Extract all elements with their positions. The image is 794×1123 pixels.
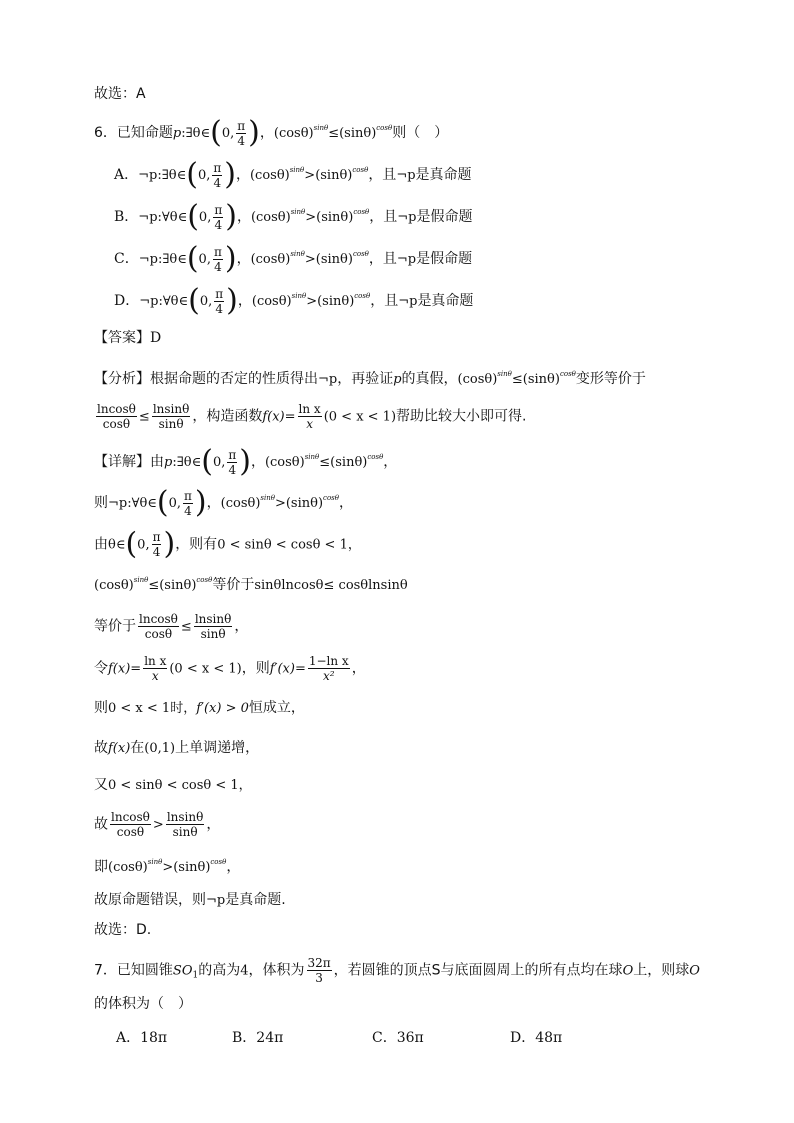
numerator: lncosθ — [111, 810, 150, 824]
gt-sign: > — [304, 252, 316, 267]
exponent: cosθ — [210, 858, 227, 866]
sin-base: (sinθ) — [339, 126, 377, 141]
option-label: A． — [114, 167, 139, 183]
cos-base: (cosθ) — [94, 578, 134, 593]
domain-range: (0 < x < 1) — [323, 409, 397, 425]
zero: 0, — [198, 210, 212, 225]
quantifier: :∃θ∈ — [157, 168, 187, 183]
fraction-lnsin — [194, 612, 233, 641]
text: 在 — [130, 740, 145, 756]
denominator: cosθ — [116, 825, 145, 839]
equivalent-expr: sinθlncosθ≤ cosθlnsinθ — [254, 578, 408, 593]
text: 等价于 — [94, 618, 136, 635]
question-6-stem — [94, 115, 449, 150]
analysis-tag: 【分析】 — [94, 371, 150, 387]
sin-base: (sinθ) — [316, 210, 354, 225]
bracket-close: ) — [163, 526, 176, 562]
and-text: ，且 — [369, 209, 398, 225]
and-text: ，且 — [368, 251, 397, 267]
exponent: sinθ — [313, 124, 329, 132]
exists-cond: :∃θ∈ — [181, 126, 211, 141]
le-sign: ≤ — [328, 126, 340, 141]
denominator: 4 — [152, 545, 161, 559]
verdict: 是假命题 — [416, 251, 473, 267]
numerator: π — [215, 286, 224, 301]
interval: (0,1) — [144, 741, 176, 756]
and-text: ，且 — [370, 293, 399, 309]
neg-p: ¬p — [318, 372, 338, 387]
denominator: 4 — [237, 133, 246, 148]
numerator: π — [213, 244, 222, 259]
numerator: 32π — [307, 956, 331, 970]
exponent: sinθ — [291, 292, 307, 300]
neg-p: ¬p — [396, 252, 417, 267]
text: 故 — [94, 816, 108, 833]
neg-p: ¬p — [396, 168, 416, 183]
subscript: 1 — [192, 970, 199, 981]
numerator: π — [237, 118, 246, 133]
sin-base: (sinθ) — [173, 860, 211, 875]
sin-base: (sinθ) — [317, 294, 355, 309]
cos-base: (cosθ) — [264, 455, 305, 470]
exponent: cosθ — [354, 292, 371, 300]
option-b — [114, 199, 473, 234]
analysis-line-1 — [94, 364, 646, 390]
numerator: π — [184, 488, 192, 503]
exponent: sinθ — [497, 370, 512, 378]
previous-answer: 故选：A — [94, 86, 146, 102]
verdict: 是真命题 — [417, 293, 474, 309]
neg-p: ¬p — [397, 210, 417, 225]
fraction-lncos — [110, 810, 151, 839]
text: 变形等价于 — [575, 371, 646, 387]
text: 又 — [94, 777, 108, 793]
denominator: cosθ — [102, 417, 131, 431]
bracket-close: ) — [225, 199, 237, 234]
option-d — [114, 283, 474, 318]
comma: ， — [250, 454, 265, 470]
bracket-open: ( — [186, 241, 199, 276]
zero: 0, — [212, 455, 226, 470]
exponent: cosθ — [376, 124, 393, 132]
detail-line-9 — [94, 775, 252, 796]
zero: 0, — [198, 252, 211, 267]
gt-sign: > — [305, 210, 317, 225]
exponent: cosθ — [353, 208, 370, 216]
bracket-close: ) — [194, 485, 207, 520]
exponent: cosθ — [367, 453, 384, 461]
comma: ， — [234, 618, 249, 635]
detail-line-4 — [94, 570, 408, 596]
denominator: 4 — [215, 301, 224, 316]
sphere-o: O — [622, 963, 634, 979]
text: 由 — [150, 454, 164, 470]
analysis-line-2 — [94, 402, 526, 431]
fraction-lnsin — [166, 810, 205, 839]
and-text: ，且 — [368, 167, 397, 183]
exponent: sinθ — [290, 250, 305, 258]
comma: ， — [206, 495, 221, 511]
bracket-open: ( — [156, 485, 169, 520]
text: 是真命题. — [225, 892, 286, 908]
zero: 0, — [221, 126, 235, 141]
cos-base: (cosθ) — [220, 496, 261, 511]
detail-line-2 — [94, 485, 353, 520]
denominator: x² — [322, 669, 335, 683]
question-7-number: 7．已知圆锥 — [94, 962, 173, 979]
sin-base: (sinθ) — [159, 578, 197, 593]
bracket-open: ( — [186, 157, 198, 192]
denominator: x — [151, 669, 159, 683]
text: 故原命题错误，则 — [94, 892, 206, 908]
option-a — [114, 157, 472, 192]
detail-line-1 — [94, 444, 398, 479]
denominator: sinθ — [158, 417, 184, 431]
condition: 0 < x < 1时， — [108, 701, 197, 716]
text: ，构造函数 — [192, 408, 263, 425]
gt-sign: > — [162, 860, 174, 875]
le-sign: ≤ — [138, 409, 150, 425]
comma: ， — [338, 495, 353, 511]
le-sign: ≤ — [180, 619, 192, 635]
bracket-close: ) — [248, 115, 260, 150]
bracket-open: ( — [201, 444, 213, 479]
text: ，再验证 — [337, 371, 394, 387]
exponent: sinθ — [304, 453, 320, 461]
gt-sign: > — [274, 496, 286, 511]
numerator: π — [214, 202, 223, 217]
domain-range: (0 < x < 1) — [169, 661, 242, 677]
function-f: f(x) — [108, 661, 131, 677]
comma: ， — [226, 859, 241, 875]
denominator: cosθ — [144, 627, 173, 641]
equals: = — [284, 409, 296, 425]
inequality: 0 < sinθ < cosθ < 1， — [217, 537, 361, 553]
verdict: 是真命题 — [415, 167, 472, 183]
equals: = — [294, 661, 306, 677]
pi-over-4 — [213, 203, 223, 232]
comma: ， — [236, 209, 251, 225]
exponent: sinθ — [290, 208, 306, 216]
cos-base: (cosθ) — [457, 372, 498, 387]
bracket-close: ) — [239, 444, 251, 479]
text: ，体积为 — [248, 962, 305, 979]
gt-sign: > — [304, 168, 316, 183]
exponent: sinθ — [147, 858, 163, 866]
then-blank: 则（ ） — [392, 125, 449, 141]
neg-p: ¬p — [138, 252, 158, 267]
bracket-open: ( — [125, 526, 138, 562]
answer-line — [94, 328, 161, 348]
exponent: cosθ — [559, 370, 576, 378]
prop-p: p — [172, 126, 182, 141]
fraction-lncos — [96, 402, 137, 431]
height-value: 4 — [240, 963, 249, 979]
pi-over-4 — [236, 119, 246, 148]
text: 则 — [94, 700, 108, 716]
comma: ， — [206, 816, 221, 833]
volume-fraction — [307, 956, 332, 985]
numerator: ln x — [298, 402, 321, 416]
text: 帮助比较大小即可得. — [396, 408, 527, 425]
denominator: 4 — [184, 503, 192, 518]
exponent: sinθ — [133, 576, 149, 584]
text: 的高为 — [198, 962, 241, 979]
sin-base: (sinθ) — [522, 372, 560, 387]
detail-tag: 【详解】 — [94, 454, 150, 470]
derivative-positive: f′(x) > 0 — [196, 701, 249, 716]
bracket-open: ( — [187, 199, 199, 234]
text: 则 — [94, 495, 108, 511]
denominator: sinθ — [200, 627, 226, 641]
denominator: sinθ — [172, 825, 198, 839]
answer-tag: 【答案】 — [94, 330, 150, 346]
exponent: cosθ — [352, 166, 369, 174]
neg-p: ¬p — [138, 210, 158, 225]
pi-over-4 — [227, 448, 237, 477]
sin-base: (sinθ) — [315, 168, 353, 183]
question-7-stem-cont: 的体积为（ ） — [94, 996, 192, 1012]
exponent: sinθ — [260, 494, 275, 502]
comma: ， — [237, 293, 252, 309]
comma: ， — [383, 454, 398, 470]
quantifier: :∀θ∈ — [158, 294, 189, 309]
pi-over-4 — [214, 287, 224, 316]
answer-value: D — [150, 330, 162, 346]
verdict: 是假命题 — [416, 209, 473, 225]
text: ，若圆锥的顶点S与底面圆周上的所有点均在球 — [333, 962, 623, 979]
denominator: 4 — [213, 175, 222, 190]
question-7-stem — [94, 956, 700, 986]
numerator: lnsinθ — [166, 810, 204, 824]
option-label: C． — [114, 251, 139, 267]
option-label: B． — [114, 209, 139, 225]
numerator: 1−ln x — [308, 654, 349, 668]
detail-line-8 — [94, 738, 259, 759]
fraction-lncos — [138, 612, 179, 641]
gt-sign: > — [306, 294, 318, 309]
text: 上，则球 — [633, 962, 690, 979]
bracket-close: ) — [226, 283, 238, 318]
numerator: π — [213, 160, 222, 175]
text: 恒成立， — [248, 700, 305, 716]
sin-base: (sinθ) — [285, 496, 324, 511]
text: 故 — [94, 740, 108, 756]
bracket-close: ) — [224, 241, 237, 276]
quantifier: :∀θ∈ — [157, 210, 188, 225]
detail-line-11 — [94, 852, 240, 878]
zero: 0, — [199, 294, 213, 309]
exponent: cosθ — [196, 576, 213, 584]
q7-option-b: B．24π — [232, 1030, 284, 1046]
denominator: 3 — [315, 971, 323, 985]
detail-line-3 — [94, 526, 361, 562]
cos-base: (cosθ) — [249, 168, 290, 183]
text: 上单调递增， — [175, 740, 260, 756]
bracket-open: ( — [188, 283, 200, 318]
quantifier: :∀θ∈ — [127, 496, 157, 511]
text: 的真假， — [401, 371, 458, 387]
denominator: 4 — [214, 217, 223, 232]
sin-base: (sinθ) — [330, 455, 368, 470]
q7-option-c: C．36π — [372, 1030, 424, 1046]
neg-p: ¬p — [108, 496, 128, 511]
pi-over-4 — [152, 530, 162, 559]
prop-p: p — [164, 455, 173, 470]
text: 令 — [94, 660, 108, 677]
neg-p: ¬p — [206, 893, 226, 908]
comma: ， — [236, 251, 251, 267]
inequality: 0 < sinθ < cosθ < 1， — [108, 778, 252, 793]
fraction-lnsin — [152, 402, 191, 431]
numerator: lnsinθ — [194, 612, 232, 626]
le-sign: ≤ — [511, 372, 523, 387]
numerator: ln x — [144, 654, 167, 668]
comma: ， — [351, 660, 366, 677]
text: ，则有 — [175, 536, 218, 553]
comma: ， — [259, 125, 274, 141]
numerator: lncosθ — [139, 612, 178, 626]
detail-line-12 — [94, 890, 286, 911]
numerator: lnsinθ — [152, 402, 190, 416]
le-sign: ≤ — [148, 578, 160, 593]
le-sign: ≤ — [319, 455, 331, 470]
exponent: cosθ — [323, 494, 339, 502]
equals: = — [130, 661, 142, 677]
pi-over-4 — [212, 161, 222, 190]
cos-base: (cosθ) — [250, 210, 291, 225]
cos-base: (cosθ) — [250, 252, 291, 267]
quantifier: :∃θ∈ — [157, 252, 187, 267]
exponent: sinθ — [289, 166, 305, 174]
quantifier: :∃θ∈ — [172, 455, 202, 470]
pi-over-4 — [213, 245, 223, 274]
text: 根据命题的否定的性质得出 — [150, 371, 318, 387]
function-f: f(x) — [262, 409, 285, 425]
cone-name: SO — [172, 963, 193, 979]
function-f: f(x) — [108, 741, 131, 756]
sphere-o: O — [689, 963, 700, 979]
option-c — [114, 241, 473, 276]
detail-line-5 — [94, 612, 248, 641]
derivative: f′(x) — [269, 661, 295, 677]
denominator: x — [306, 417, 313, 431]
denominator: 4 — [214, 259, 222, 274]
numerator: π — [152, 530, 161, 544]
question-6-number: 6．已知命题 — [94, 125, 173, 141]
theta-in: θ∈ — [108, 537, 126, 553]
text: ，则 — [241, 660, 270, 677]
pi-over-4 — [183, 489, 193, 518]
fraction-lnx — [143, 654, 167, 683]
option-label: D． — [114, 293, 140, 309]
denominator: 4 — [228, 462, 237, 477]
zero: 0, — [137, 537, 150, 553]
zero: 0, — [168, 496, 182, 511]
numerator: π — [228, 447, 237, 462]
q7-option-a: A．18π — [116, 1030, 168, 1046]
gt-sign: > — [152, 817, 164, 833]
detail-line-6 — [94, 654, 366, 683]
numerator: lncosθ — [97, 402, 136, 416]
cos-base: (cosθ) — [273, 126, 314, 141]
prop-p: p — [393, 372, 402, 387]
detail-line-10 — [94, 810, 220, 839]
exponent: cosθ — [352, 250, 369, 258]
q7-option-d: D．48π — [510, 1030, 563, 1046]
cos-base: (cosθ) — [108, 860, 148, 875]
neg-p: ¬p — [138, 168, 158, 183]
zero: 0, — [197, 168, 211, 183]
detail-line-7 — [94, 698, 305, 719]
comma: ， — [235, 167, 250, 183]
neg-p: ¬p — [139, 294, 159, 309]
neg-p: ¬p — [398, 294, 418, 309]
cos-base: (cosθ) — [251, 294, 292, 309]
fraction-derivative — [308, 654, 350, 683]
fraction-lnx — [298, 402, 322, 431]
sin-base: (sinθ) — [315, 252, 353, 267]
bracket-close: ) — [224, 157, 236, 192]
text: 即 — [94, 859, 108, 875]
text: 由 — [94, 536, 108, 553]
bracket-open: ( — [210, 115, 222, 150]
text: 等价于 — [212, 577, 255, 593]
final-answer: 故选：D. — [94, 922, 152, 938]
